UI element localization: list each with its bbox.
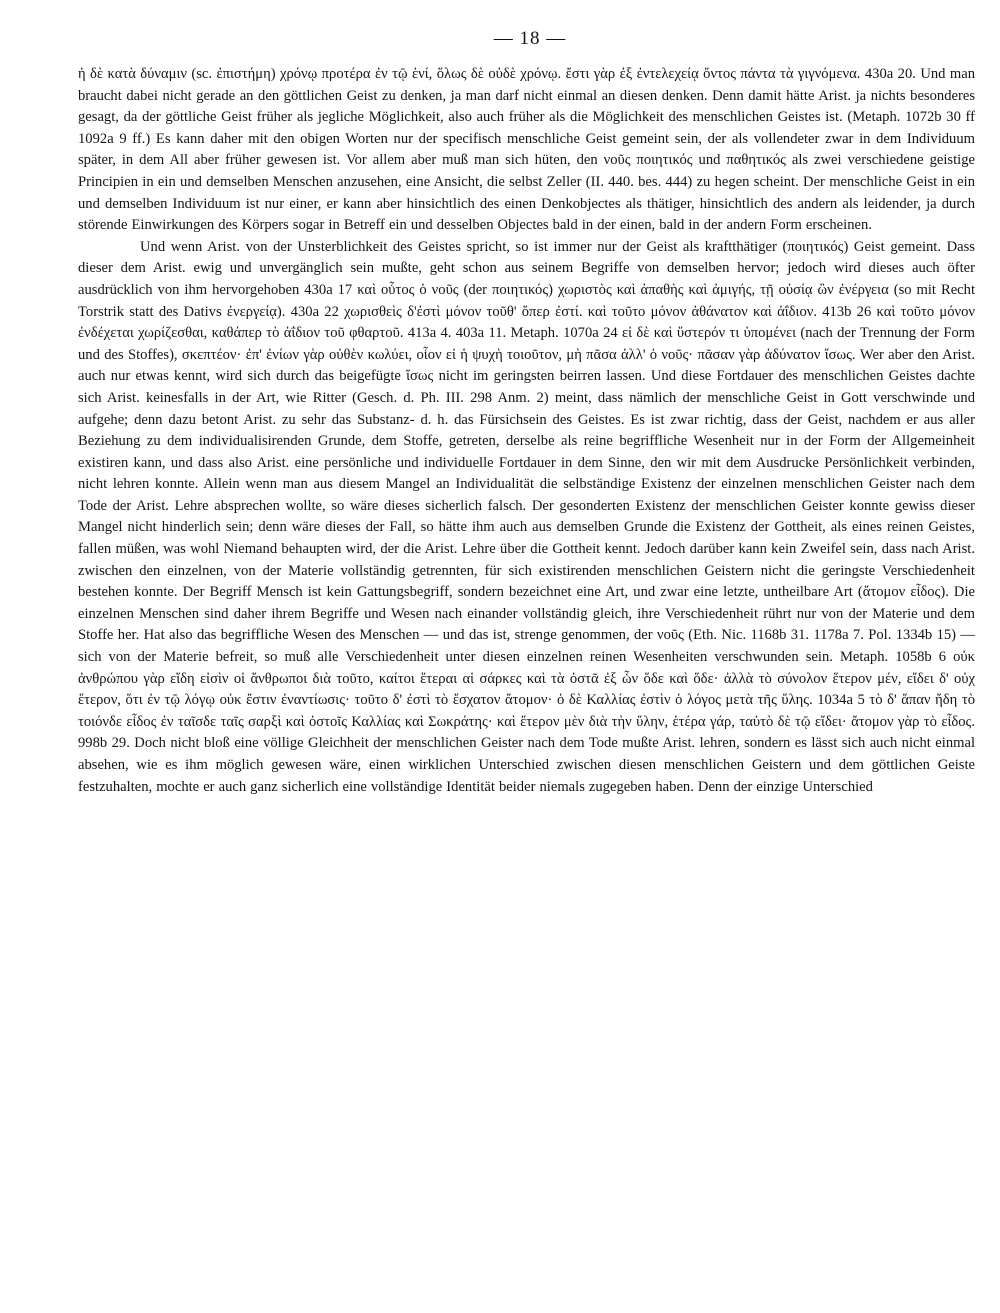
paragraph-1: ἡ δὲ κατὰ δύναμιν (sc. ἐπιστήμη) χρόνῳ προτέρα ἐν τῷ ἑνί, ὅλως δὲ οὐδὲ χρόνῳ. ἔστι γὰρ ἐξ ἐντελεχείᾳ ὄντος πάντα τὰ γιγνόμενα. 430a 20. Und man braucht dabei nicht gerade an den göttlichen Geist zu denken, ja man darf nicht einmal an diesen denken. Denn damit hätte Arist. ja nichts besonderes gesagt, da der göttliche Geist früher als jegliche Möglichkeit, also auch früher als die Möglichkeit des menschlichen Geistes ist. (Metaph. 1072b 30 ff 1092a 9 ff.) Es kann daher mit den obigen Worten nur der specifisch menschliche Geist gemeint sein, der als vollendeter zwar in dem Individuum später, in dem All aber früher gewesen ist. Vor allem aber muß man sich hüten, den νοῦς ποιητικός und παθητικός als zwei verschiedene geistige Principien in ein und demselben Menschen anzusehen, eine Ansicht, die selbst Zeller (II. 440. bes. 444) zu hegen scheint. Der menschliche Geist in ein und demselben Individuum ist nur einer, er kann aber hinsichtlich des einen Denkobjectes als thätiger, hinsichtlich des andern als leidender, ja durch störende Einwirkungen des Körpers sogar in Betreff ein und desselben Objectes bald in der einen, bald in der andern Form erscheinen. <box>78 66 975 234</box>
body-text <box>78 64 975 798</box>
paragraph-2: Und wenn Arist. von der Unsterblichkeit des Geistes spricht, so ist immer nur der Geist als kraftthätiger (ποιητικός) Geist gemeint. Dass dieser dem Arist. ewig und unvergänglich sein mußte, geht schon aus seinem Begriffe von demselben hervor; jedoch wird dieses auch öfter ausdrücklich von ihm hervorgehoben 430a 17 καὶ οὗτος ὁ νοῦς (der ποιητικός) χωριστὸς καὶ ἀπαθὴς καὶ ἀμιγής, τῇ οὐσίᾳ ὢν ἐνέργεια (so mit Recht Torstrik statt des Dativs ἐνεργείᾳ). 430a 22 χωρισθεὶς δ'ἐστὶ μόνον τοῦθ' ὅπερ ἐστί. καὶ τοῦτο μόνον ἀθάνατον καὶ ἀΐδιον. 413b 26 καὶ τοῦτο μόνον ἐνδέχεται χωρίζεσθαι, καθάπερ τὸ ἀΐδιον τοῦ φθαρτοῦ. 413a 4. 403a 11. Metaph. 1070a 24 εἰ δὲ καὶ ὕστερόν τι ὑπομένει (nach der Trennung der Form und des Stoffes), σκεπτέον· ἐπ' ἐνίων γὰρ οὐθὲν κωλύει, οἷον εἰ ἡ ψυχὴ τοιοῦτον, μὴ πᾶσα ἀλλ' ὁ νοῦς· πᾶσαν γὰρ ἀδύνατον ἴσως. Wer aber den Arist. auch nur etwas kennt, wird sich durch das beigefügte ἴσως nicht im geringsten beirren lassen. Und diese Fortdauer des menschlichen Geistes dachte sich Arist. keinesfalls in der Art, wie Ritter (Gesch. d. Ph. III. 298 Anm. 2) meint, dass nämlich der menschliche Geist in Gott verschwinde und aufgehe; denn dazu betont Arist. zu sehr das Substanz- d. h. das Fürsichsein des Geistes. Es ist zwar richtig, dass der Geist, nachdem er aus aller Beziehung zu dem individualisirenden Grunde, dem Stoffe, getreten, derselbe als reine begriffliche Wesenheit nur in der Form der Allgemeinheit existiren kann, und dass also Arist. eine persönliche und individuelle Fortdauer in dem Sinne, den wir mit dem Ausdrucke Persönlichkeit verbinden, nicht lehren konnte. Allein wenn man aus diesem Mangel an Individualität die selbständige Existenz der einzelnen menschlichen Geister nach dem Tode der Arist. Lehre absprechen wollte, so wäre dieses sicherlich falsch. Der gesonderten Existenz der menschlichen Geister konnte gewiss dieser Mangel nicht hinderlich sein; denn wäre dieses der Fall, so hätte ihm auch aus demselben Grunde die Existenz der Gottheit, als eines reinen Geistes, fallen müßen, was wohl Niemand behaupten wird, der die Arist. Lehre über die Gottheit kennt. Jedoch darüber kann kein Zweifel sein, dass nach Arist. zwischen den einzelnen, von der Materie vollständig getrennten, für sich existirenden menschlichen Geistern nicht die geringste Verschiedenheit bestehen konnte. Der Begriff Mensch ist kein Gattungsbegriff, sondern bezeichnet eine Art, und zwar eine letzte, untheilbare Art (ἄτομον εἶδος). Die einzelnen Menschen sind daher ihrem Begriffe und Wesen nach einander vollständig gleich, ihre Verschiedenheit rührt nur von der Materie und dem Stoffe her. Hat also das begriffliche Wesen des Menschen — und das ist, strenge genommen, der νοῦς (Eth. Nic. 1168b 31. 1178a 7. Pol. 1334b 15) — sich von der Materie befreit, so muß alle Verschiedenheit unter diesen einzelnen reinen Wesenheiten verschwunden sein. Metaph. 1058b 6 οὐκ ἀνθρώπου γὰρ εἴδη εἰσὶν οἱ ἄνθρωποι διὰ τοῦτο, καίτοι ἕτεραι αἱ σάρκες καὶ τὰ ὀστᾶ ἐξ ὧν ὅδε καὶ ὅδε· ἀλλὰ τὸ σύνολον ἕτερον μέν, εἴδει δ' οὐχ ἕτερον, ὅτι ἐν τῷ λόγῳ οὐκ ἔστιν ἐναντίωσις· τοῦτο δ' ἐστὶ τὸ ἔσχατον ἄτομον· ὁ δὲ Καλλίας ἐστὶν ὁ λόγος μετὰ τῆς ὕλης. 1034a 5 τὸ δ' ἅπαν ἤδη τὸ τοιόνδε εἶδος ἐν ταῖσδε ταῖς σαρξὶ καὶ ὀστοῖς Καλλίας καὶ Σωκράτης· καὶ ἕτερον μὲν διὰ τὴν ὕλην, ἑτέρα γάρ, ταὐτὸ δὲ τῷ εἴδει· ἄτομον γὰρ τὸ εἶδος. 998b 29. Doch nicht bloß eine völlige Gleichheit der menschlichen Geister nach dem Tode mußte Arist. lehren, sondern es lässt sich auch nicht einmal absehen, wie es ihm möglich gewesen wäre, einen wirklichen Unterschied zwischen diesen menschlichen Geistern und dem göttlichen Geiste festzuhalten, mochte er auch ganz sicherlich eine vollständige Identität beider niemals zugegeben haben. Denn der einzige Unterschied <box>78 238 975 795</box>
page-number: — 18 — <box>493 28 567 49</box>
